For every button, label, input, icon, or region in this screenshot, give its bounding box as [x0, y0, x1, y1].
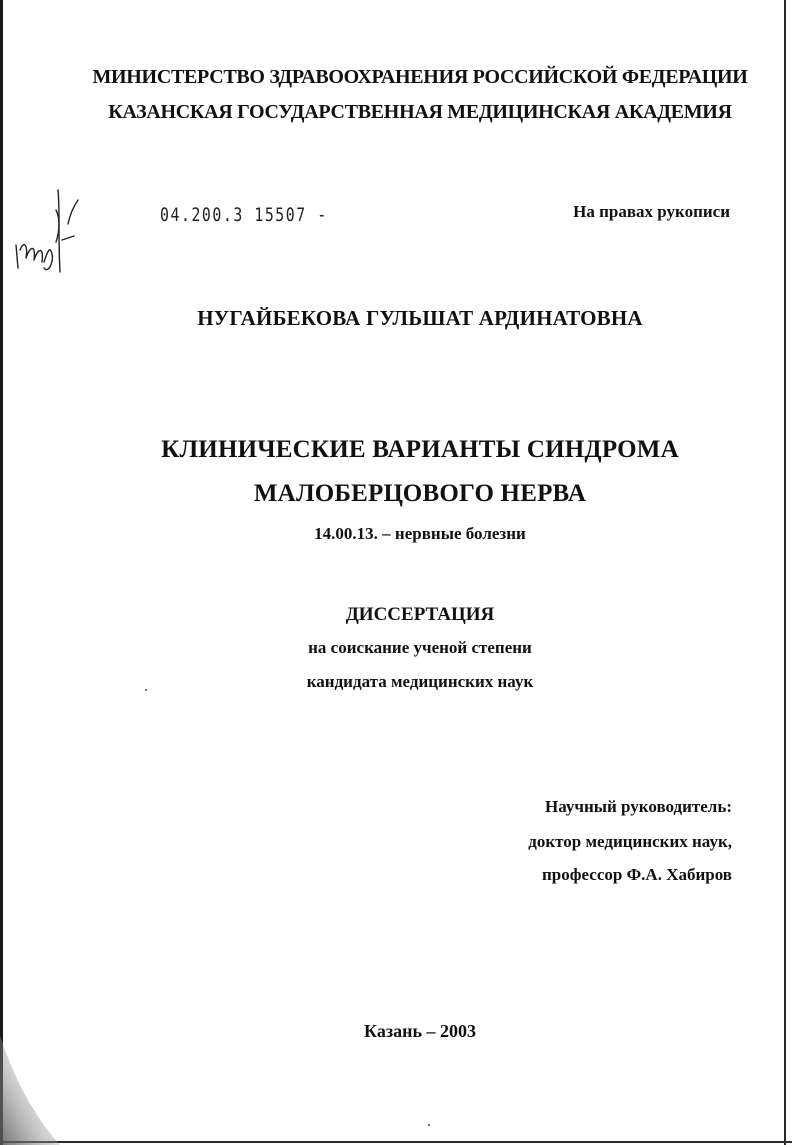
- supervisor-name: профессор Ф.А. Хабиров: [542, 865, 732, 884]
- title-line-1: КЛИНИЧЕСКИЕ ВАРИАНТЫ СИНДРОМА: [161, 436, 679, 463]
- scan-edge-left: [0, 0, 3, 1145]
- academy-heading: КАЗАНСКАЯ ГОСУДАРСТВЕННАЯ МЕДИЦИНСКАЯ АКАДЕМИЯ: [108, 101, 732, 123]
- degree-line-1: на соискание ученой степени: [308, 638, 532, 657]
- registry-number: 04.200.3 15507 -: [160, 204, 328, 226]
- specialty-code: 14.00.13. – нервные болезни: [314, 524, 526, 543]
- document-type: ДИССЕРТАЦИЯ: [345, 604, 495, 625]
- ministry-heading: МИНИСТЕРСТВО ЗДРАВООХРАНЕНИЯ РОССИЙСКОЙ ФЕДЕРАЦИИ: [92, 66, 748, 88]
- scan-edge-right: [784, 0, 786, 1145]
- supervisor-label: Научный руководитель:: [545, 797, 732, 816]
- scan-corner-shadow: [0, 1035, 60, 1145]
- rights-note: На правах рукописи: [573, 202, 730, 221]
- author-name: НУГАЙБЕКОВА ГУЛЬШАТ АРДИНАТОВНА: [197, 306, 643, 330]
- title-line-2: МАЛОБЕРЦОВОГО НЕРВА: [253, 480, 587, 507]
- handwritten-signature: [8, 150, 98, 280]
- supervisor-degree: доктор медицинских наук,: [528, 832, 732, 851]
- degree-line-2: кандидата медицинских наук: [306, 672, 534, 691]
- place-year: Казань – 2003: [364, 1021, 476, 1041]
- scan-edge-bottom: [0, 1141, 792, 1143]
- scan-speck: [428, 1124, 430, 1126]
